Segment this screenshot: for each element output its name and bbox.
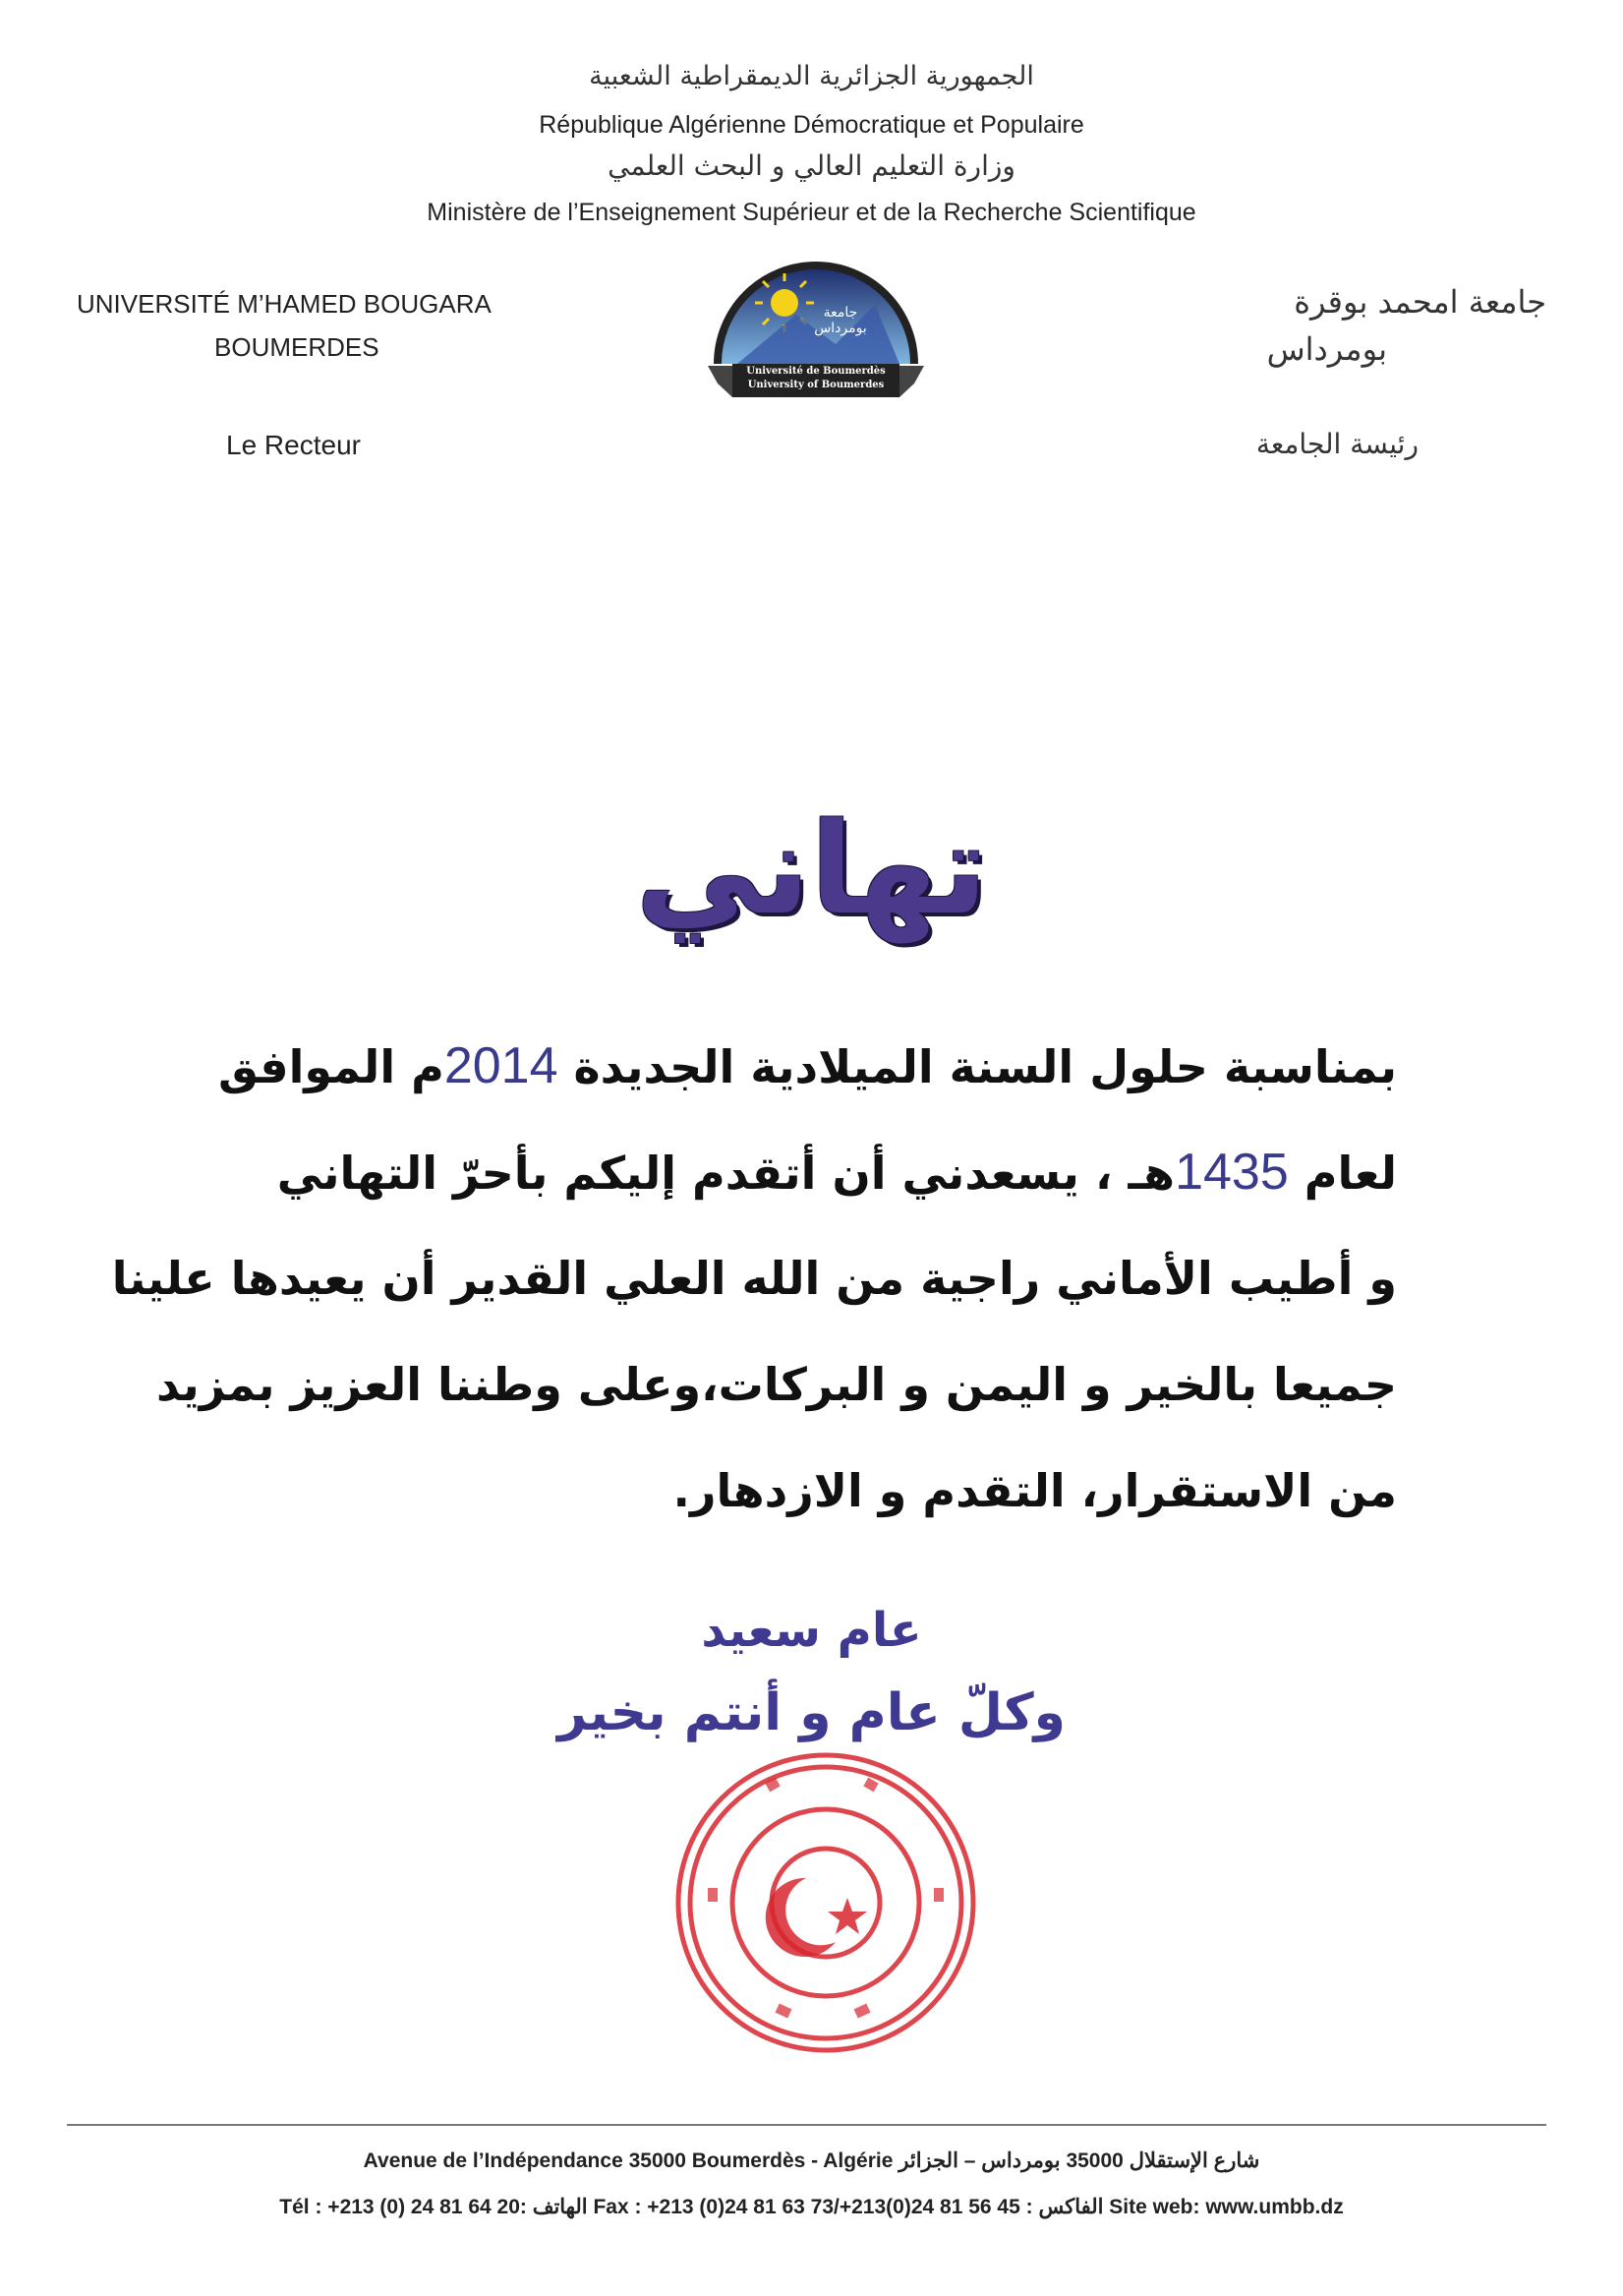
paragraph-line-2	[217, 1119, 1397, 1225]
logo-label-en: University of Boumerdes	[747, 380, 885, 390]
logo-arabic-text: جامعة بومرداس	[814, 305, 867, 336]
gregorian-year: 2014	[443, 1037, 558, 1094]
university-arabic-city: بومرداس	[1266, 330, 1387, 368]
header-arabic-ministry: وزارة التعليم العالي و البحث العلمي	[608, 149, 1015, 182]
paragraph-line-5: من الاستقرار، التقدم و الازدهار.	[672, 1464, 1397, 1517]
official-stamp	[668, 1740, 983, 2065]
paragraph-line-3: و أطيب الأماني راجية من الله العلي القدير أن يعيدها علينا	[111, 1252, 1397, 1305]
paragraph-line-4: جميعا بالخير و اليمن و البركات،وعلى وطننا العزيز بمزيد	[155, 1358, 1397, 1411]
footer-divider	[67, 2124, 1546, 2126]
greeting-paragraph	[111, 1013, 1397, 1544]
paragraph-line-1	[217, 1013, 1397, 1119]
line1-end: م الموافق	[218, 1040, 444, 1093]
line2-start: لعام	[1288, 1147, 1397, 1200]
footer-address: Avenue de l’Indépendance 35000 Boumerdès - Algérie شارع الإستقلال 35000 بومرداس – الجزائر	[363, 2149, 1260, 2172]
hijri-year: 1435	[1175, 1144, 1289, 1201]
footer-contact: Tél : +213 (0) 24 81 64 20: الهاتف Fax : +213 (0)24 81 63 73/+213(0)24 81 56 45 : الفاكس Site web: www.umbb.dz	[279, 2196, 1344, 2218]
arabic-title: رئيسة الجامعة	[1255, 428, 1419, 460]
wish-every-year: وكلّ عام و أنتم بخير	[557, 1683, 1066, 1742]
page-title: تهاني	[635, 796, 988, 943]
university-arabic-name: جامعة امحمد بوقرة	[1294, 283, 1546, 321]
logo-label-fr: Université de Boumerdès	[746, 366, 886, 377]
wish-happy-new-year: عام سعيد	[701, 1603, 922, 1658]
university-french-name: UNIVERSITÉ M’HAMED BOUGARA	[77, 289, 492, 319]
university-french-city: BOUMERDES	[214, 332, 379, 362]
stamp-seal-icon	[668, 1740, 983, 2065]
header-french-republic: République Algérienne Démocratique et Populaire	[539, 111, 1084, 139]
line2-end: هـ ، يسعدني أن أتقدم إليكم بأحرّ التهاني	[276, 1147, 1176, 1200]
french-title: Le Recteur	[226, 430, 361, 460]
university-logo	[678, 246, 954, 413]
header-french-ministry: Ministère de l’Enseignement Supérieur et de la Recherche Scientifique	[427, 199, 1196, 226]
header-arabic-republic: الجمهورية الجزائرية الديمقراطية الشعبية	[589, 61, 1034, 91]
line1-start: بمناسبة حلول السنة الميلادية الجديدة	[557, 1040, 1397, 1093]
